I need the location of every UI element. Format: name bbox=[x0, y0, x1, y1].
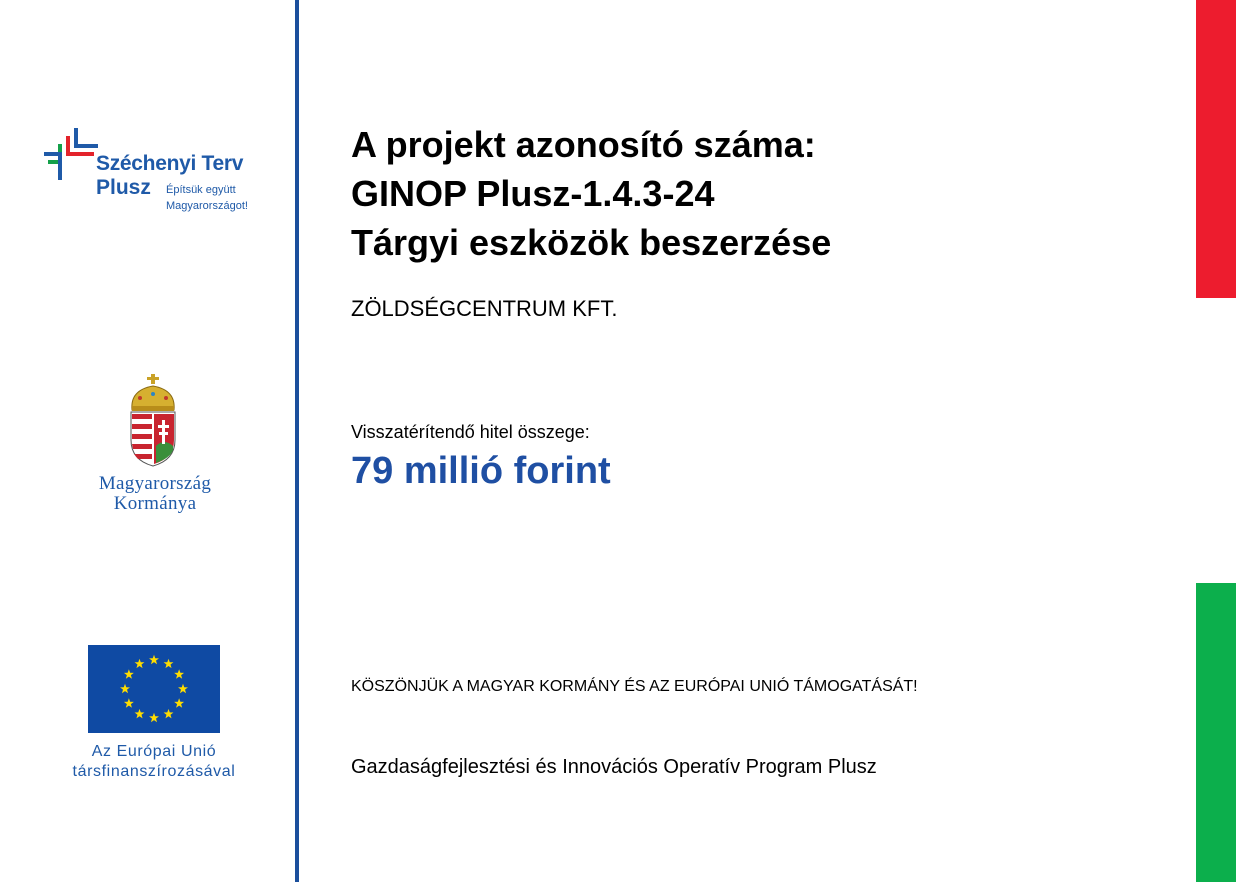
company-name: ZÖLDSÉGCENTRUM KFT. bbox=[351, 296, 618, 321]
flag-stripe-green bbox=[1196, 583, 1236, 882]
eu-star-icon bbox=[149, 655, 159, 664]
project-title-line-2: GINOP Plusz-1.4.3-24 bbox=[351, 173, 715, 214]
eu-star-icon bbox=[149, 713, 159, 722]
government-name-line-2: Kormánya bbox=[113, 493, 197, 514]
szechenyi-title: Széchenyi Terv bbox=[96, 152, 244, 175]
szechenyi-cross-icon bbox=[44, 126, 100, 182]
szechenyi-subtitle: Plusz bbox=[96, 176, 151, 199]
eu-star-icon bbox=[135, 659, 145, 668]
eu-caption-line-2: társfinanszírozásával bbox=[72, 763, 236, 780]
project-title bbox=[351, 120, 1171, 267]
eu-star-icon bbox=[178, 684, 188, 693]
government-name-line-1: Magyarország bbox=[98, 473, 212, 494]
eu-star-icon bbox=[174, 669, 184, 678]
szechenyi-tagline-2: Magyarországot! bbox=[166, 200, 248, 212]
flag-stripe-red bbox=[1196, 0, 1236, 298]
eu-star-icon bbox=[120, 684, 130, 693]
project-title-line-3: Tárgyi eszközök beszerzése bbox=[351, 222, 832, 263]
eu-flag-icon bbox=[88, 645, 220, 733]
loan-label: Visszatérítendő hitel összege: bbox=[351, 422, 590, 442]
loan-amount: 79 millió forint bbox=[351, 450, 611, 492]
vertical-divider bbox=[295, 0, 299, 882]
eu-caption bbox=[40, 742, 268, 782]
eu-star-icon bbox=[174, 698, 184, 707]
szechenyi-tagline-1: Építsük együtt bbox=[166, 184, 236, 196]
program-name: Gazdaságfejlesztési és Innovációs Operatív Program Plusz bbox=[351, 756, 877, 778]
eu-stars bbox=[88, 645, 220, 733]
project-title-line-1: A projekt azonosító száma: bbox=[351, 124, 816, 165]
eu-star-icon bbox=[135, 709, 145, 718]
eu-star-icon bbox=[124, 698, 134, 707]
eu-star-icon bbox=[124, 669, 134, 678]
logo-sidebar bbox=[0, 0, 296, 882]
government-caption bbox=[60, 474, 250, 514]
eu-star-icon bbox=[164, 709, 174, 718]
szechenyi-logo bbox=[44, 126, 274, 222]
eu-star-icon bbox=[164, 659, 174, 668]
coat-of-arms-icon bbox=[126, 374, 180, 468]
thanks-text: KÖSZÖNJÜK A MAGYAR KORMÁNY ÉS AZ EURÓPAI UNIÓ TÁMOGATÁSÁT! bbox=[351, 678, 918, 695]
eu-caption-line-1: Az Európai Unió bbox=[91, 743, 217, 760]
